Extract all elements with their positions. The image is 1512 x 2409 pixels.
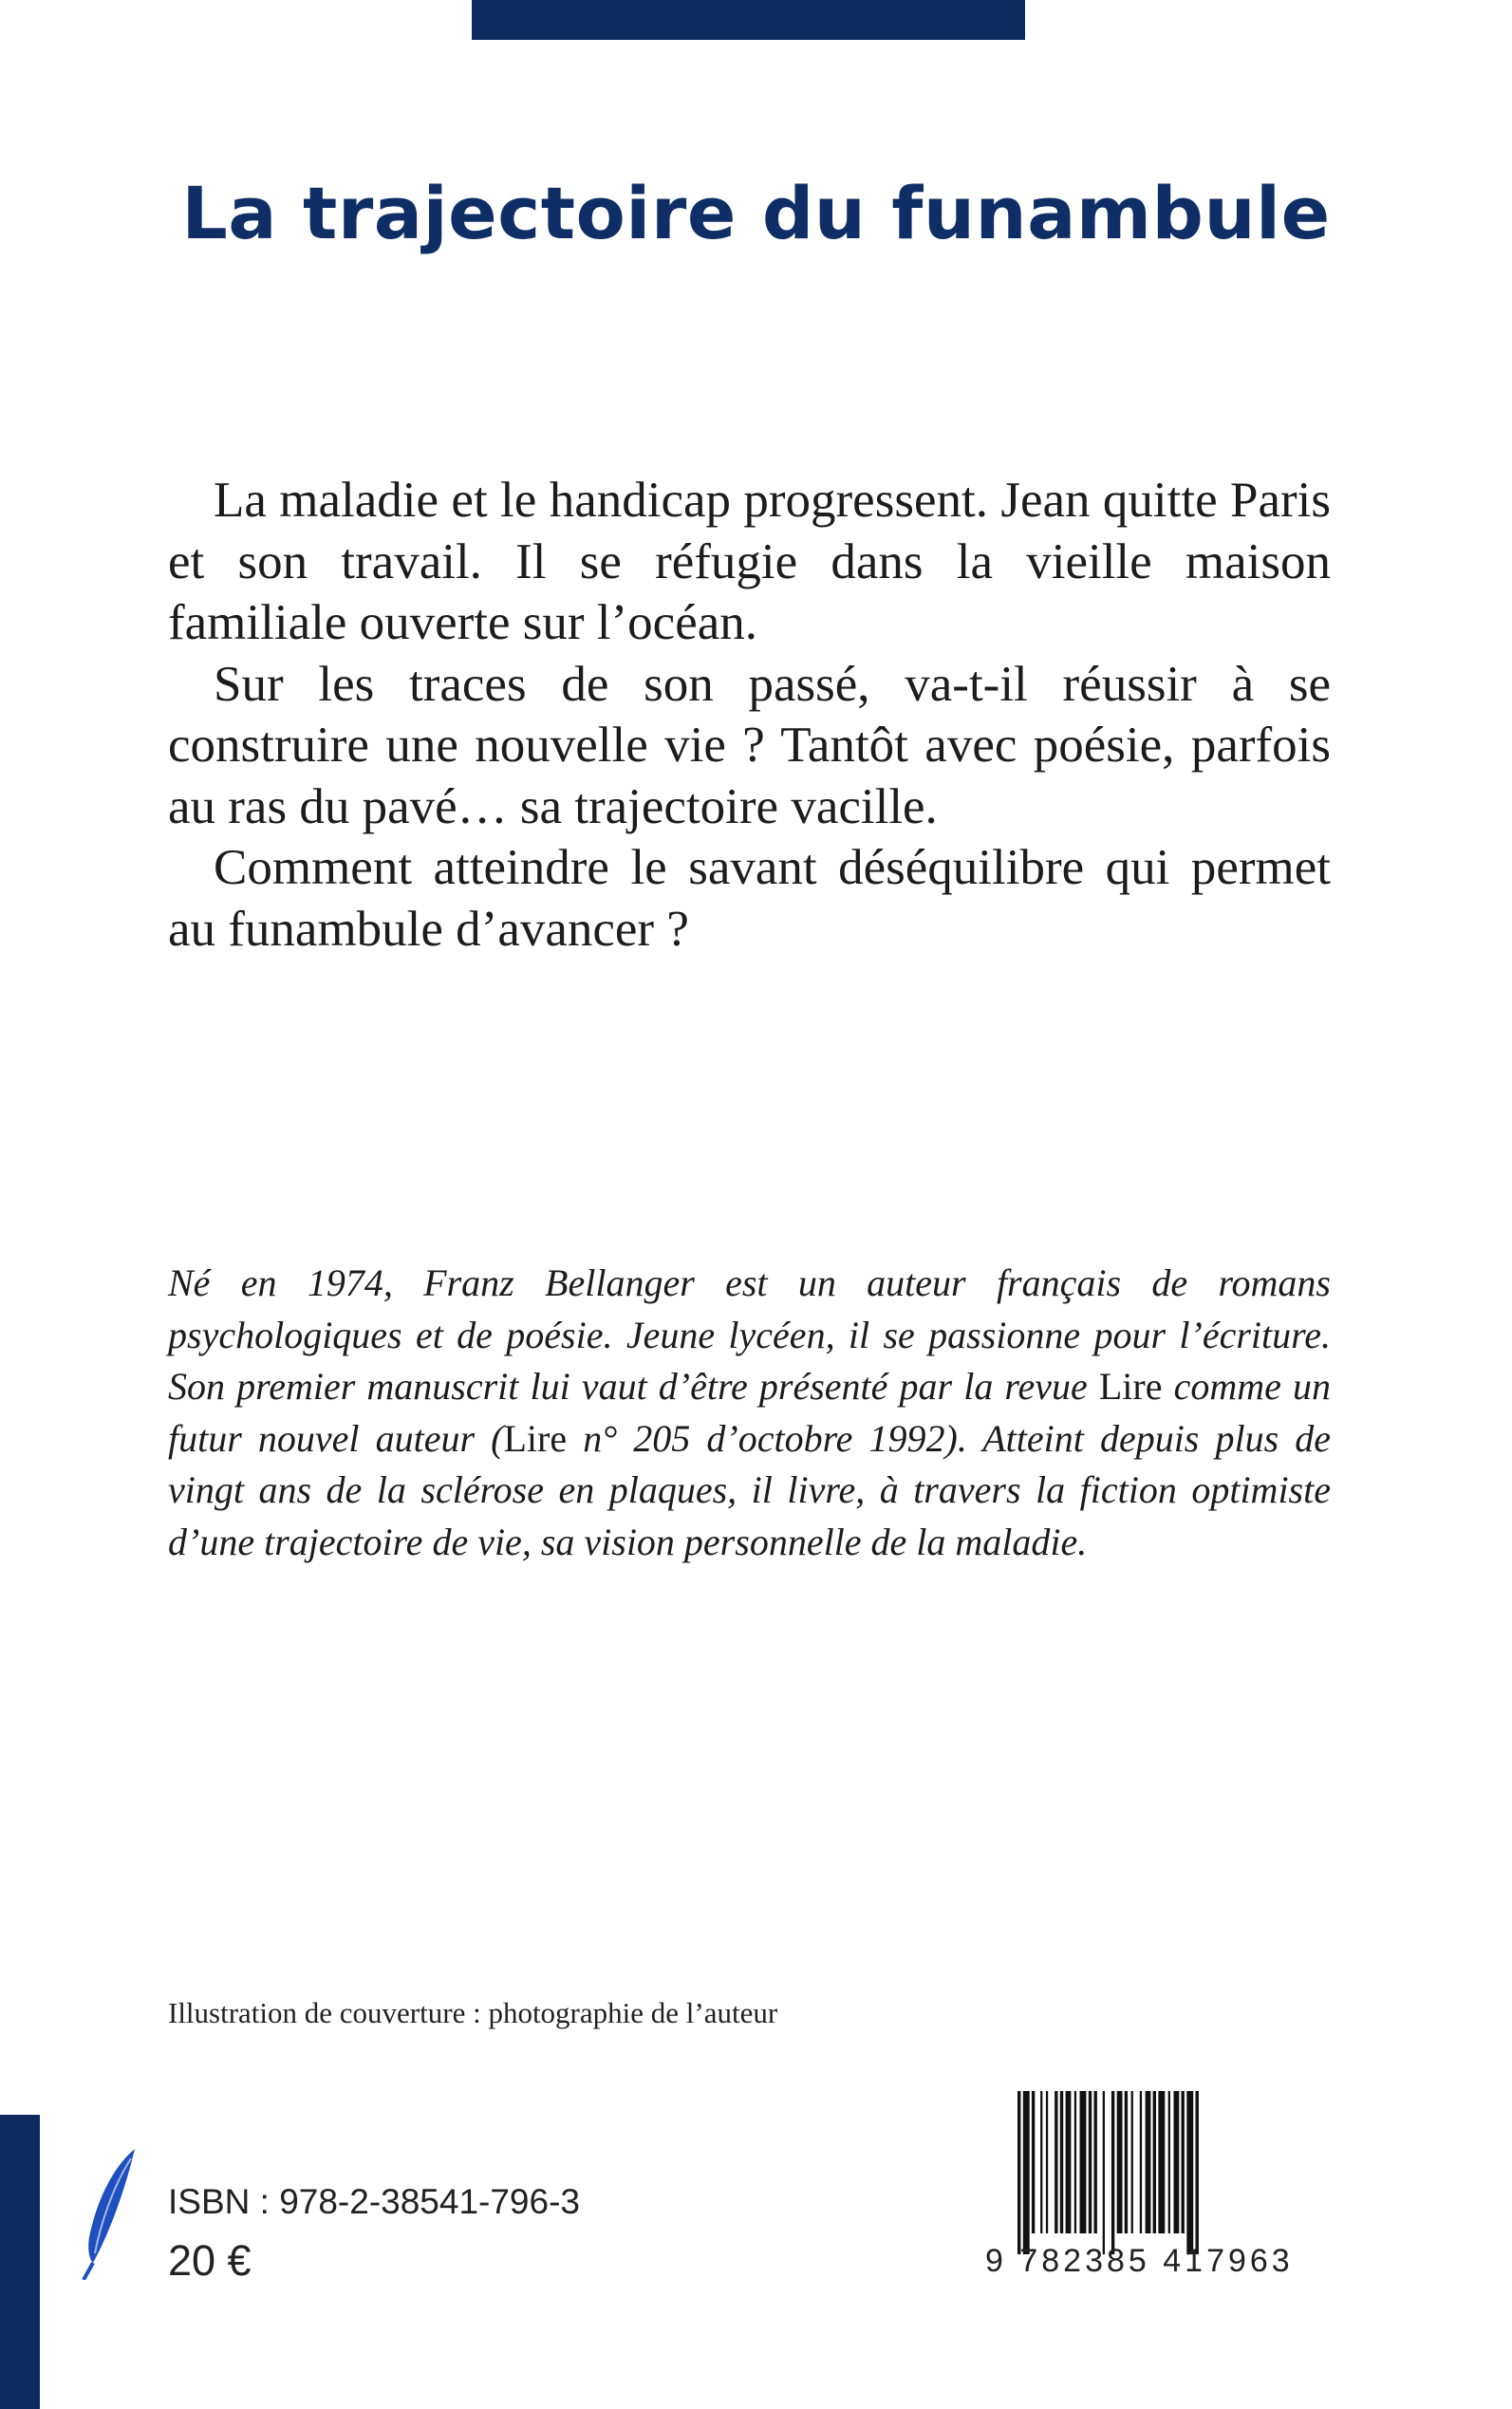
book-title: La trajectoire du funambule (181, 171, 1331, 255)
barcode-bar (1158, 2091, 1165, 2233)
synopsis-paragraph: Sur les traces de son passé, va-t-il réussir à se construire une nouvelle vie ? Tantôt avec poésie, parfois au ras du pavé… sa trajectoire vacille. (168, 656, 1331, 834)
price: 20 € (168, 2236, 252, 2285)
isbn: ISBN : 978-2-38541-796-3 (168, 2182, 580, 2221)
bio-magazine-name: Lire (503, 1416, 568, 1460)
barcode-bar (1146, 2091, 1151, 2233)
barcode-bar (1060, 2091, 1063, 2233)
barcode-bars (1017, 2091, 1298, 2254)
cover-illustration-credit: Illustration de couverture : photographie de l’auteur (168, 1996, 778, 2029)
side-color-bar (0, 2115, 40, 2409)
barcode-digits: 9 782385 417963 (985, 2243, 1294, 2279)
barcode-bar (1196, 2091, 1199, 2254)
barcode-bar (1131, 2091, 1133, 2233)
barcode-bar (1182, 2091, 1185, 2233)
barcode-bar (1089, 2091, 1092, 2233)
barcode-bar (1117, 2091, 1123, 2233)
barcode-bar (1017, 2091, 1020, 2254)
barcode-bar (1032, 2091, 1035, 2233)
barcode-bar (1186, 2091, 1193, 2254)
barcode-bar (1174, 2091, 1180, 2233)
barcode-bar (1055, 2091, 1057, 2233)
bio-magazine-name: Lire (1098, 1365, 1163, 1408)
barcode-bar (1080, 2091, 1087, 2233)
barcode-bar (1153, 2091, 1156, 2233)
barcode-bar (1040, 2091, 1042, 2233)
barcode-bar (1140, 2091, 1142, 2233)
barcode-bar (1125, 2091, 1128, 2233)
barcode (985, 2091, 1329, 2287)
barcode-bar (1094, 2091, 1097, 2233)
bio-text: Né en 1974, Franz Bellanger est un auteur français de romans psychologiques et de poésie. Jeune lycéen, il se passionne pour l’écriture. Son premier manuscrit lui vaut d’être présenté par la revue (168, 1261, 1331, 1408)
synopsis-paragraph: Comment atteindre le savant déséquilibre qui permet au funambule d’avancer ? (168, 840, 1331, 957)
barcode-bar (1111, 2091, 1114, 2254)
synopsis-paragraph: La maladie et le handicap progressent. Jean quitte Paris et son travail. Il se réfugie dans la vieille maison familiale ouverte sur l’océan. (168, 473, 1331, 650)
barcode-bar (1023, 2091, 1030, 2254)
barcode-bar (1168, 2091, 1170, 2233)
bio-text: comme un futur nouvel auteur ( (168, 1365, 1331, 1460)
barcode-bar (1074, 2091, 1076, 2233)
quill-icon (76, 2147, 142, 2280)
top-color-bar (472, 0, 1025, 40)
barcode-bar (1046, 2091, 1048, 2233)
barcode-bar (1103, 2091, 1105, 2254)
barcode-bar (1066, 2091, 1072, 2233)
author-bio (168, 1258, 1331, 1568)
synopsis (168, 470, 1331, 960)
bio-text: n° 205 d’octobre 1992). Atteint depuis plus de vingt ans de la sclérose en plaques, il livre, à travers la fiction optimiste d’une trajectoire de vie, sa vision personnelle de la maladie. (168, 1416, 1332, 1563)
